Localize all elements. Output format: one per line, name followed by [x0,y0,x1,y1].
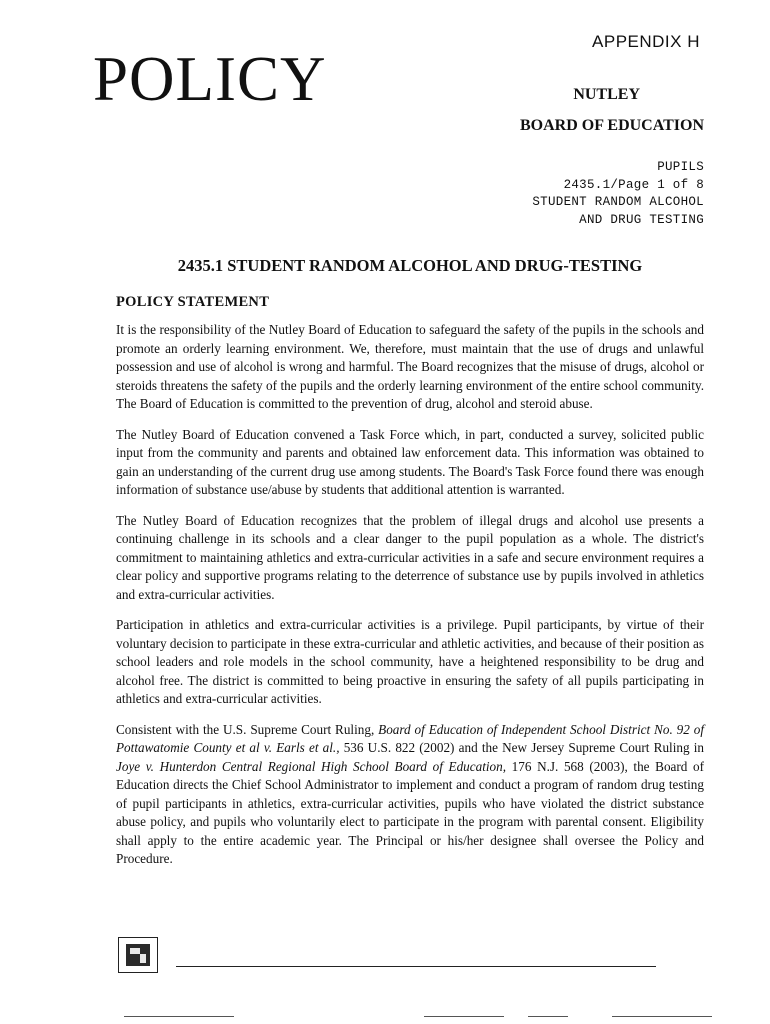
policy-subject-line-2: AND DRUG TESTING [579,212,704,227]
policy-category: PUPILS [657,160,704,174]
paragraph-5-text-1: Consistent with the U.S. Supreme Court Ruling, [116,721,379,737]
section-heading: POLICY STATEMENT [116,294,270,310]
scan-artifact-line [124,1016,234,1017]
document-title: 2435.1 STUDENT RANDOM ALCOHOL AND DRUG-TESTING [177,256,643,275]
district-name: NUTLEY [573,86,640,103]
appendix-label: APPENDIX H [592,32,700,51]
policy-subject-line-1: STUDENT RANDOM ALCOHOL [532,195,704,209]
policy-heading: POLICY [93,44,327,114]
scan-artifact-line [612,1016,712,1017]
paragraph-5 [116,721,704,869]
policy-meta-block [430,159,704,229]
scan-artifact-line [424,1016,504,1017]
paragraph-4: Participation in athletics and extra-curricular activities is a privilege. Pupil participants, by virtue of their voluntary decision to participate in these extra-curricular and athletic activities, and because of their position as school leaders and role models in the school community, have a heightened responsibility to be drug and alcohol free. The district is committed to being proactive in ensuring the safety of all pupils participating in athletics and extra-curricular activities. [116,617,704,706]
footer-rule [176,966,656,967]
policy-page-ref: 2435.1/Page 1 of 8 [563,177,704,192]
paragraph-1: It is the responsibility of the Nutley Board of Education to safeguard the safety of the pupils in the schools and promote an orderly learning environment. We, therefore, must maintain that the use of drugs and unlawful possession and use of alcohol is wrong and harmful. The Board recognizes that the misuse of drugs, alcohol or steroids threatens the safety of the pupils and the orderly learning environment of the entire school community. The Board of Education is committed to the prevention of drug, alcohol and steroid abuse. [116,322,704,411]
policy-body [116,321,704,881]
case-citation-earls: Board of Education of Independent School District No. 92 of Pottawatomie County et al v. Earls et al., [116,721,705,755]
fax-stamp-icon [118,937,158,973]
board-name: BOARD OF EDUCATION [519,117,704,134]
paragraph-5-text-2: 536 U.S. 822 (2002) and the New Jersey Supreme Court Ruling in [339,740,704,755]
paragraph-5-text-3: 176 N.J. 568 (2003), the Board of Education directs the Chief School Administrator to implement and conduct a program of random drug testing of pupil participants in athletics, extra-curricular activities, pupils who have violated the district substance abuse policy, and pupils who voluntarily elect to participate in the program with parental consent. Eligibility shall apply to the entire academic year. The Principal or his/her designee shall oversee the Policy and Procedure. [116,758,705,866]
paragraph-3: The Nutley Board of Education recognizes that the problem of illegal drugs and alcohol use presents a continuing challenge in its schools and a clear danger to the pupil population as a whole. The district's commitment to maintaining athletics and extra-curricular activities in a safe and secure environment requires a clear policy and supportive programs relating to the deterrence of substance use by pupils involved in athletics and extra-curricular activities. [116,512,704,602]
scan-artifact-line [528,1016,568,1017]
paragraph-2: The Nutley Board of Education convened a Task Force which, in part, conducted a survey, solicited public input from the community and parents and obtained law enforcement data. This information was obtained to gain an understanding of the current drug use among students. The Board's Task Force found there was enough information of substance use/abuse by students that additional attention is warranted. [116,426,704,497]
case-citation-joye: Joye v. Hunterdon Central Regional High School Board of Education, [116,758,507,774]
